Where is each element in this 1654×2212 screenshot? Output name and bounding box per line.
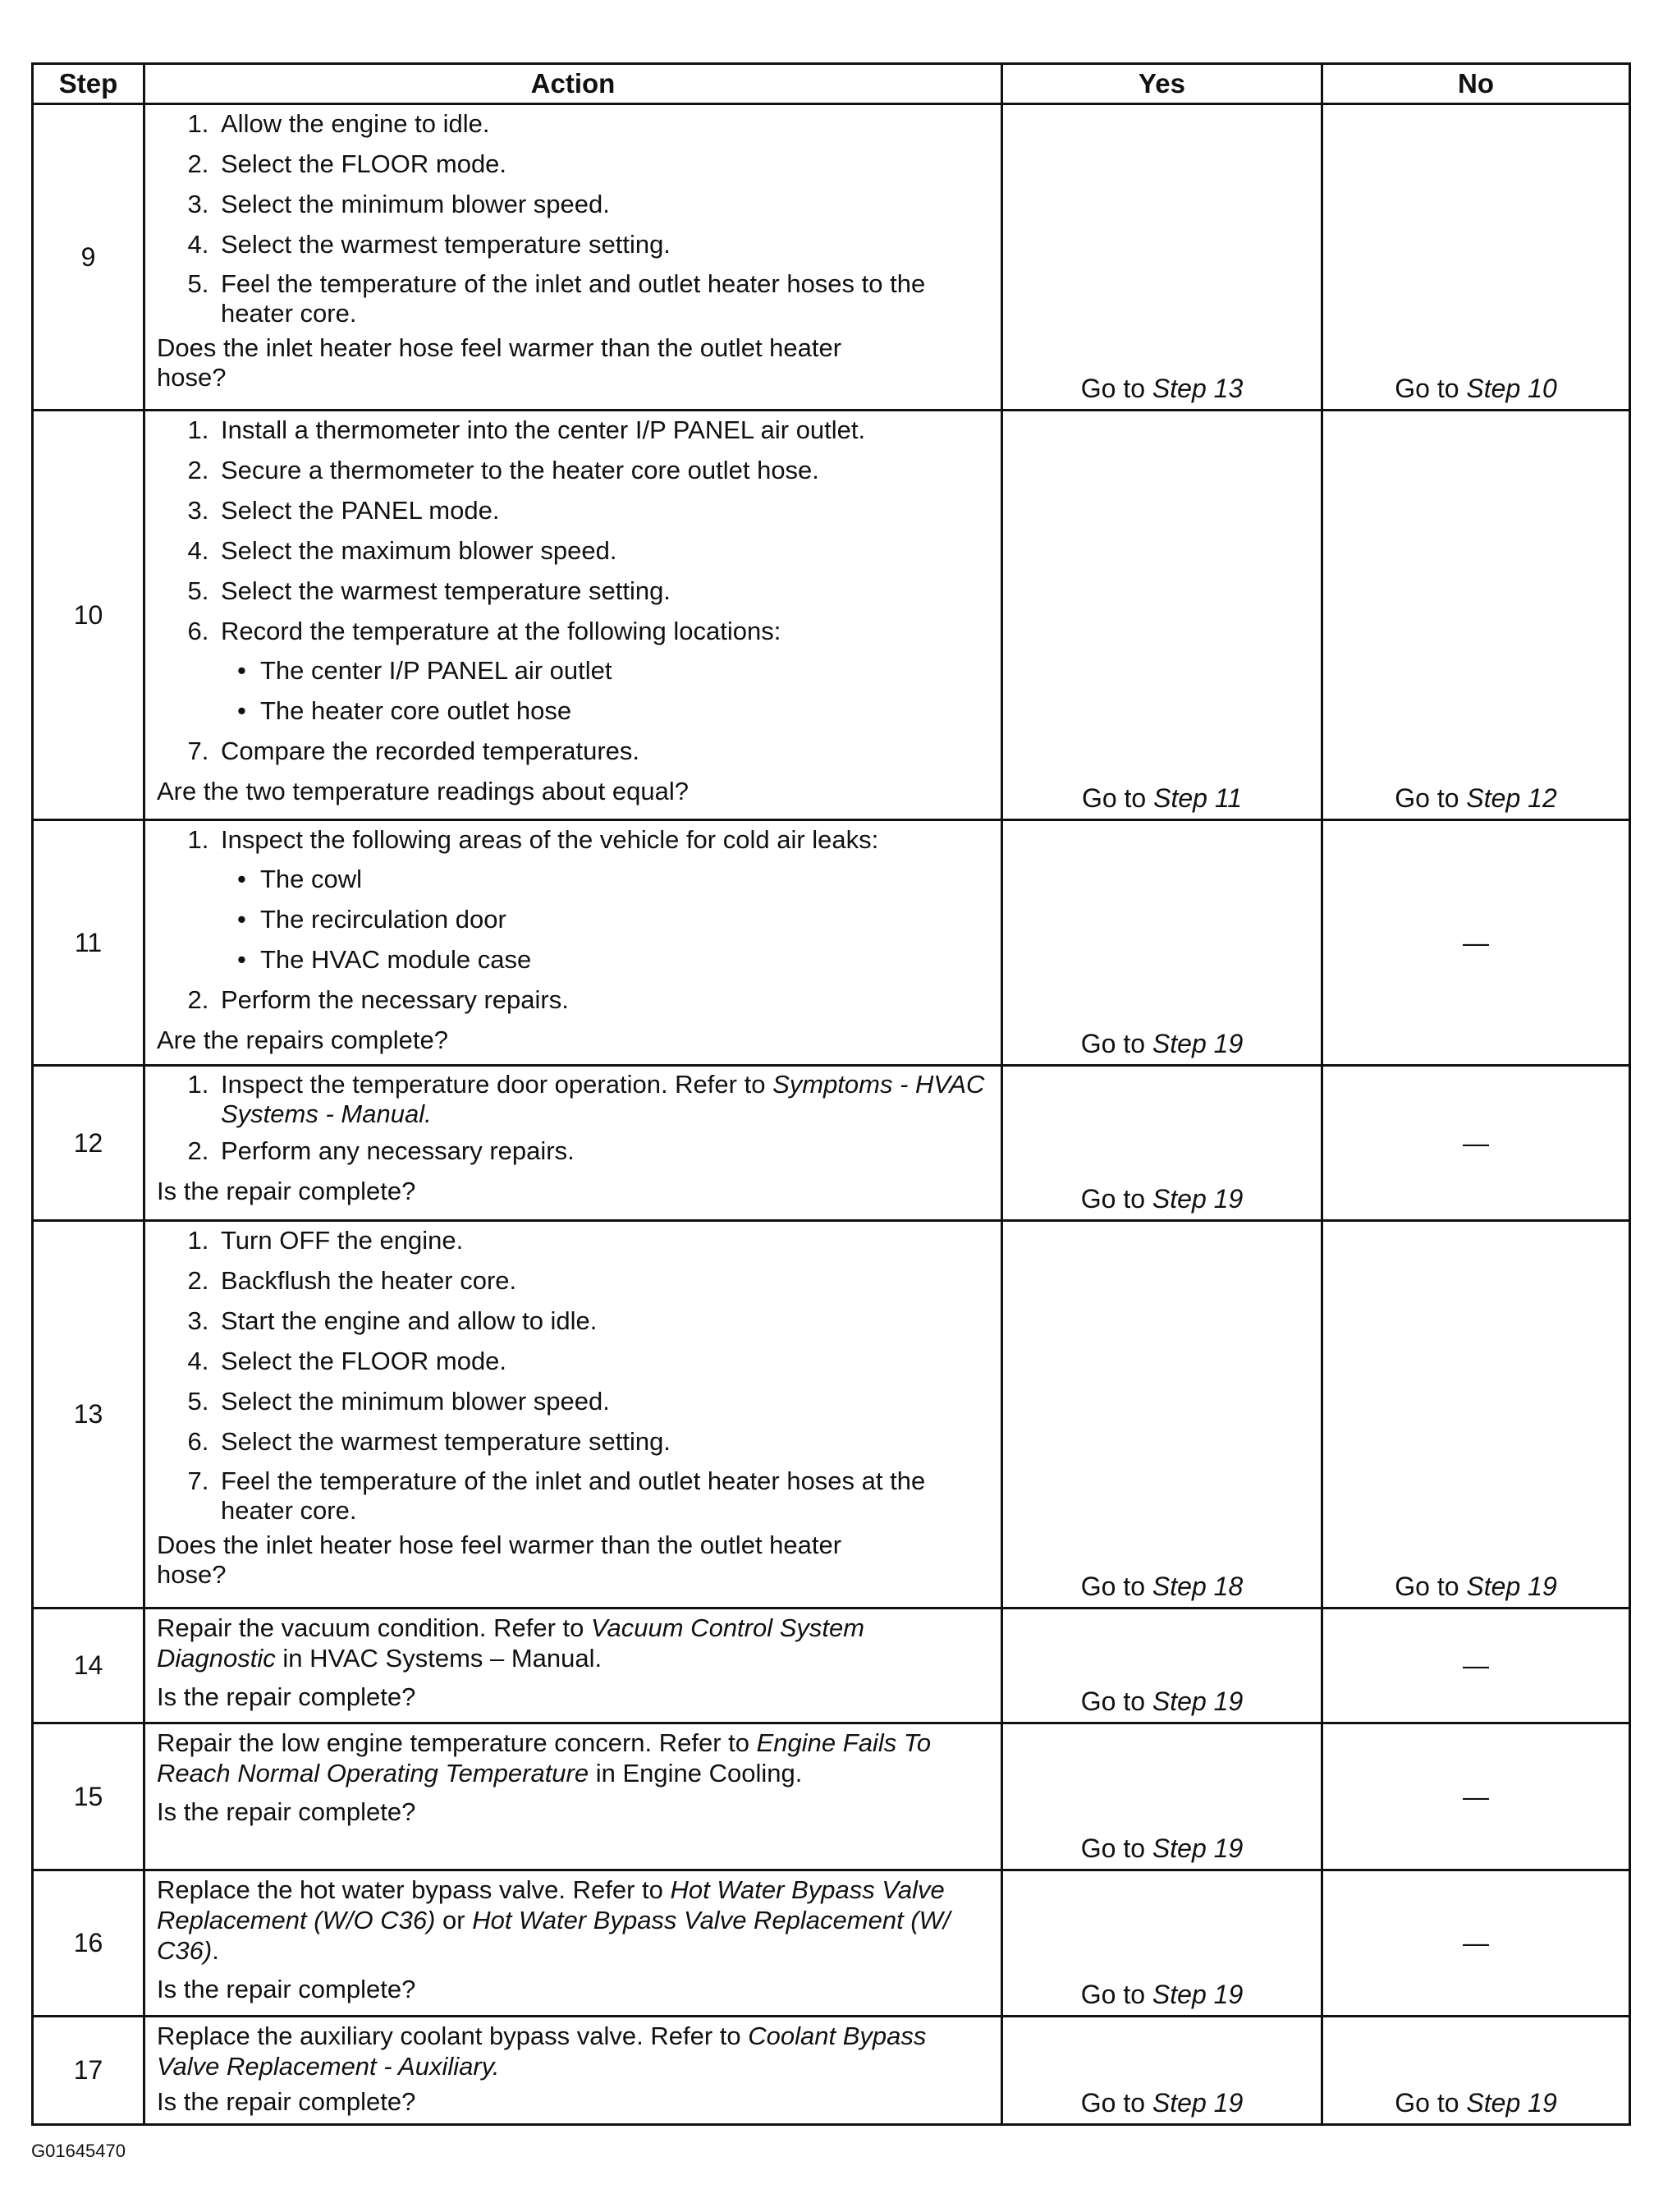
list-item: 5. Select the warmest temperature setting.: [216, 576, 992, 607]
list-item-text: Inspect the following areas of the vehicle for cold air leaks:: [221, 825, 879, 854]
list-item: 6. Select the warmest temperature setting.: [216, 1426, 992, 1457]
list-item: 2. Perform any necessary repairs.: [216, 1136, 992, 1167]
bullet-item: • The HVAC module case: [260, 944, 992, 975]
step-link: Step 18: [1152, 1572, 1244, 1601]
list-item: 7. Feel the temperature of the inlet and outlet heater hoses at the heater core.: [216, 1466, 992, 1526]
reference-link: Engine Fails To Reach Normal Operating Temperature: [157, 1728, 932, 1787]
action-cell: [144, 1870, 1002, 2017]
no-cell: —: [1322, 1066, 1630, 1221]
reference-link: Hot Water Bypass Valve Replacement (W/ C36): [157, 1906, 951, 1965]
action-text-part: .: [212, 1936, 219, 1965]
action-cell: [144, 1723, 1002, 1870]
list-item: 2. Secure a thermometer to the heater core outlet hose.: [216, 455, 992, 486]
step-link: Step 19: [1152, 1184, 1244, 1214]
list-item: 2. Select the FLOOR mode.: [216, 149, 992, 180]
reference-link: Hot Water Bypass Valve Replacement (W/O C36): [157, 1875, 945, 1934]
table-row: [33, 411, 1630, 820]
yes-cell: [1002, 1609, 1322, 1723]
step-number: 12: [33, 1066, 144, 1221]
step-link: Step 19: [1466, 1572, 1557, 1601]
yes-text: Go to: [1080, 1572, 1152, 1601]
no-text: Go to: [1395, 1572, 1467, 1601]
list-item: [216, 824, 992, 975]
no-cell: [1322, 1221, 1630, 1609]
yes-cell: [1002, 820, 1322, 1066]
no-text: Go to: [1395, 374, 1467, 403]
reference-link: Vacuum Control System Diagnostic: [157, 1613, 865, 1673]
yes-header: Yes: [1002, 64, 1322, 104]
step-link: Step 19: [1152, 1687, 1244, 1716]
procedure-list: [157, 824, 992, 1016]
question: Is the repair complete?: [157, 1682, 416, 1711]
table-row: [33, 104, 1630, 411]
list-item: 1. Install a thermometer into the center I/P PANEL air outlet.: [216, 415, 992, 446]
table-row: [33, 1066, 1630, 1221]
list-item: 1. Turn OFF the engine.: [216, 1225, 992, 1256]
procedure-list: [157, 1070, 992, 1167]
list-item: [216, 616, 992, 727]
list-item: 3. Start the engine and allow to idle.: [216, 1306, 992, 1337]
no-header: No: [1322, 64, 1630, 104]
question: Is the repair complete?: [157, 1975, 416, 2003]
yes-cell: [1002, 1870, 1322, 2017]
step-link: Step 19: [1152, 2088, 1244, 2118]
yes-text: Go to: [1081, 783, 1154, 813]
list-item: [216, 1070, 992, 1129]
action-cell: [144, 1609, 1002, 1723]
action-text-part: or: [435, 1906, 473, 1934]
action-cell: [144, 1221, 1002, 1609]
table-row: [33, 820, 1630, 1066]
question: Are the two temperature readings about equal?: [157, 777, 689, 805]
list-item-text: Record the temperature at the following locations:: [221, 617, 781, 645]
procedure-list: [157, 415, 992, 767]
step-link: Step 19: [1466, 2088, 1557, 2118]
list-item: 5. Feel the temperature of the inlet and outlet heater hoses to the heater core.: [216, 269, 992, 328]
step-number: 9: [33, 104, 144, 411]
step-link: Step 19: [1152, 1833, 1244, 1863]
step-number: 13: [33, 1221, 144, 1609]
list-item: 1. Allow the engine to idle.: [216, 108, 992, 140]
header-row: [33, 64, 1630, 104]
list-item: 5. Select the minimum blower speed.: [216, 1386, 992, 1417]
yes-text: Go to: [1080, 1980, 1152, 2009]
action-text-part: Replace the hot water bypass valve. Refer to: [157, 1875, 671, 1904]
action-text: [157, 1728, 978, 1788]
action-text-part: Repair the low engine temperature concern. Refer to: [157, 1728, 757, 1757]
no-cell: —: [1322, 1609, 1630, 1723]
bullet-list: [221, 655, 992, 727]
table-row: [33, 1870, 1630, 2017]
no-text: Go to: [1395, 2088, 1467, 2118]
action-cell: [144, 2017, 1002, 2125]
step-number: 10: [33, 411, 144, 820]
question: Does the inlet heater hose feel warmer than the outlet heater hose?: [157, 1531, 842, 1589]
yes-text: Go to: [1080, 1184, 1152, 1214]
list-item: 2. Backflush the heater core.: [216, 1265, 992, 1296]
yes-cell: [1002, 104, 1322, 411]
step-number: 15: [33, 1723, 144, 1870]
bullet-item: • The recirculation door: [260, 904, 992, 935]
step-link: Step 10: [1466, 374, 1557, 403]
bullet-item: • The cowl: [260, 864, 992, 895]
question: Is the repair complete?: [157, 1177, 416, 1205]
step-number: 14: [33, 1609, 144, 1723]
list-item: 3. Select the minimum blower speed.: [216, 189, 992, 220]
yes-text: Go to: [1080, 1687, 1152, 1716]
step-link: Step 11: [1153, 783, 1243, 813]
list-item: 3. Select the PANEL mode.: [216, 495, 992, 526]
action-text-part: in HVAC Systems – Manual.: [275, 1644, 602, 1673]
step-number: 17: [33, 2017, 144, 2125]
list-item-text: Inspect the temperature door operation. Refer to: [221, 1070, 773, 1099]
yes-text: Go to: [1080, 1029, 1152, 1058]
yes-cell: [1002, 2017, 1322, 2125]
yes-cell: [1002, 1723, 1322, 1870]
diagnostic-table: [31, 62, 1631, 2126]
yes-cell: [1002, 1221, 1322, 1609]
action-text: [157, 1613, 978, 1673]
table-row: [33, 2017, 1630, 2125]
list-item: 4. Select the maximum blower speed.: [216, 535, 992, 567]
step-number: 16: [33, 1870, 144, 2017]
action-cell: [144, 1066, 1002, 1221]
action-cell: [144, 104, 1002, 411]
procedure-list: [157, 108, 992, 328]
table-row: [33, 1609, 1630, 1723]
step-header: Step: [33, 64, 144, 104]
step-link: Step 12: [1466, 783, 1557, 813]
action-text-part: Replace the auxiliary coolant bypass valve. Refer to: [157, 2022, 749, 2050]
action-header: Action: [144, 64, 1002, 104]
question: Does the inlet heater hose feel warmer than the outlet heater hose?: [157, 333, 842, 392]
yes-text: Go to: [1080, 1833, 1152, 1863]
question: Is the repair complete?: [157, 2087, 416, 2116]
list-item: 4. Select the warmest temperature setting.: [216, 229, 992, 260]
action-text-part: Repair the vacuum condition. Refer to: [157, 1613, 591, 1642]
bullet-item: • The heater core outlet hose: [260, 695, 992, 727]
action-text: [157, 2021, 978, 2081]
no-cell: —: [1322, 1870, 1630, 2017]
no-cell: [1322, 2017, 1630, 2125]
yes-cell: [1002, 411, 1322, 820]
step-link: Step 19: [1152, 1980, 1244, 2009]
question: Is the repair complete?: [157, 1797, 416, 1826]
list-item: 2. Perform the necessary repairs.: [216, 984, 992, 1016]
procedure-list: [157, 1225, 992, 1526]
no-cell: [1322, 104, 1630, 411]
action-text-part: in Engine Cooling.: [589, 1759, 803, 1787]
no-text: Go to: [1395, 783, 1467, 813]
list-item: 4. Select the FLOOR mode.: [216, 1346, 992, 1377]
table-row: [33, 1723, 1630, 1870]
action-text: [157, 1875, 978, 1966]
list-item: 7. Compare the recorded temperatures.: [216, 736, 992, 767]
action-cell: [144, 820, 1002, 1066]
figure-id: G01645470: [31, 2141, 126, 2161]
yes-text: Go to: [1080, 374, 1152, 403]
bullet-list: [221, 864, 992, 975]
table-row: [33, 1221, 1630, 1609]
action-cell: [144, 411, 1002, 820]
question: Are the repairs complete?: [157, 1026, 448, 1054]
yes-cell: [1002, 1066, 1322, 1221]
yes-text: Go to: [1080, 2088, 1152, 2118]
reference-link: Coolant Bypass Valve Replacement - Auxiliary.: [157, 2022, 927, 2081]
step-link: Step 13: [1152, 374, 1244, 403]
step-number: 11: [33, 820, 144, 1066]
bullet-item: • The center I/P PANEL air outlet: [260, 655, 992, 686]
no-cell: —: [1322, 820, 1630, 1066]
step-link: Step 19: [1152, 1029, 1244, 1058]
reference-link: Symptoms - HVAC Systems - Manual.: [221, 1070, 985, 1128]
no-cell: —: [1322, 1723, 1630, 1870]
no-cell: [1322, 411, 1630, 820]
